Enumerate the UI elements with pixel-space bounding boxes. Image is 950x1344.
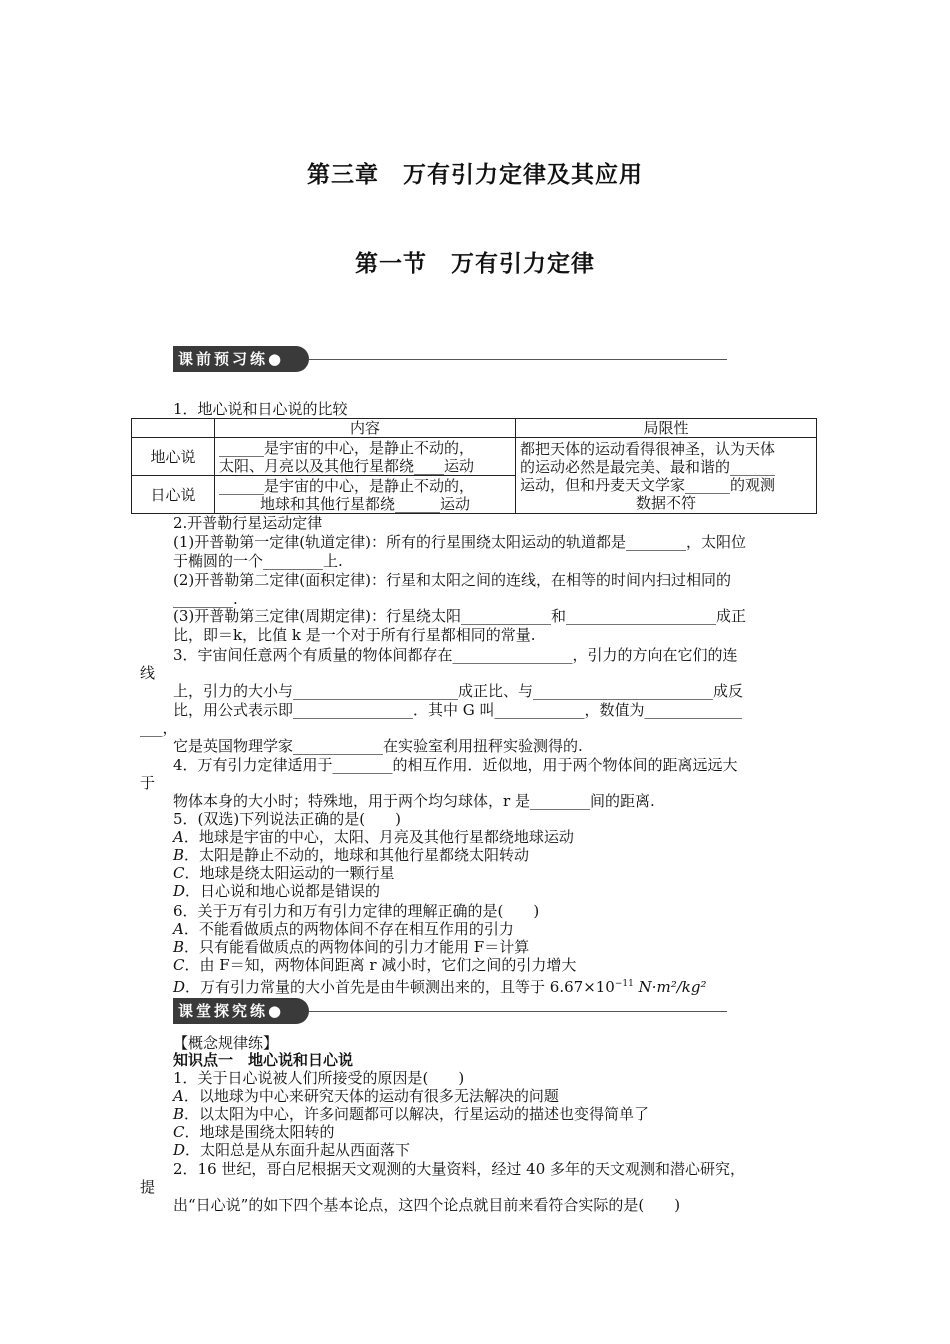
option-c: [173, 1123, 813, 1141]
question-5-stem: 5．(双选)下列说法正确的是( ): [173, 810, 401, 828]
hanging-char: 于: [140, 774, 156, 792]
question-3-line: 上，引力的大小与______________________成正比、与________________________成反: [173, 682, 744, 700]
option-letter: A: [173, 828, 184, 846]
text-line: 地球和其他行星都绕______运动: [259, 494, 470, 513]
text-line: ________.: [173, 590, 238, 608]
option-letter: B: [173, 846, 185, 864]
option-b: [173, 1105, 813, 1123]
question-2-title: 2.开普勒行星运动定律: [173, 514, 323, 532]
table-corner: [132, 419, 215, 438]
unit: N·m²/kg²: [633, 978, 707, 996]
question-1-title: 1．地心说和日心说的比较: [173, 400, 348, 418]
band-rule: [309, 1011, 727, 1012]
chapter-title: 第三章 万有引力定律及其应用: [307, 162, 643, 188]
option-letter: D: [173, 978, 186, 996]
text-line: 数据不符: [635, 493, 696, 512]
option-text: ．太阳总是从东面升起从西面落下: [185, 1141, 411, 1159]
practice-2-line: 出“日心说”的如下四个基本论点，这四个论点就目前来看符合实际的是( ): [173, 1196, 681, 1214]
practice-2-line: 2．16 世纪，哥白尼根据天文观测的大量资料，经过 40 多年的天文观测和潜心研究，: [173, 1160, 746, 1178]
practice-header: 【概念规律练】: [173, 1034, 279, 1052]
option-letter: A: [173, 920, 184, 938]
practice-1-stem: 1．关于日心说被人们所接受的原因是( ): [173, 1069, 465, 1087]
limitation-cell: [516, 438, 817, 514]
option-letter: C: [173, 1123, 185, 1141]
option-text: ．只有能看做质点的两物体间的引力才能用 F＝计算: [184, 938, 530, 956]
question-3-line: 它是英国物理学家____________在实验室利用扭秤实验测得的.: [173, 737, 583, 755]
option-text: ．以地球为中心来研究天体的运动有很多无法解决的问题: [183, 1087, 559, 1105]
option-letter: C: [173, 864, 185, 882]
question-3-line: 比，用公式表示即________________．其中 G 叫____________，数值为_____________: [173, 701, 743, 719]
option-letter: D: [173, 882, 186, 900]
text-line: 的运动必然是最完美、最和谐的______: [520, 457, 776, 476]
text-line: (3)开普勒第三定律(周期定律)：行星绕太阳____________和____________________成正: [173, 607, 746, 625]
text-line: (1)开普勒第一定律(轨道定律)：所有的行星围绕太阳运动的轨道都是________，太阳位: [173, 533, 746, 551]
option-d: [173, 1141, 813, 1159]
option-letter: C: [173, 956, 185, 974]
exponent: −11: [614, 979, 634, 989]
table-header-content: 内容: [215, 419, 516, 438]
option-text: ．不能看做质点的两物体间不存在相互作用的引力: [183, 920, 514, 938]
option-a: [173, 920, 813, 938]
option-text: ．由 F＝知，两物体间距离 r 减小时，它们之间的引力增大: [184, 956, 577, 974]
comparison-table: [131, 418, 817, 514]
band-label: 课前预习练●: [173, 346, 309, 372]
hanging-char: ___，: [140, 719, 178, 737]
question-6-stem: 6．关于万有引力和万有引力定律的理解正确的是( ): [173, 902, 540, 920]
text-line: (2)开普勒第二定律(面积定律)：行星和太阳之间的连线，在相等的时间内扫过相同的: [173, 571, 731, 589]
option-c: [173, 864, 813, 882]
option-text: ．以太阳为中心，许多问题都可以解决，行星运动的描述也变得简单了: [184, 1105, 650, 1123]
text-line: 比，即＝k，比值 k 是一个对于所有行星都相同的常量.: [173, 626, 536, 644]
band-label: 课堂探究练●: [173, 998, 309, 1024]
text-line: 太阳、月亮以及其他行星都绕____运动: [219, 456, 475, 475]
text-line: ______是宇宙的中心，是静止不动的，: [219, 438, 475, 457]
question-3-line: 3．宇宙间任意两个有质量的物体间都存在________________，引力的方向在它们的连: [173, 646, 738, 664]
section-title: 第一节 万有引力定律: [355, 251, 595, 277]
table-header-limit: 局限性: [516, 419, 817, 438]
option-letter: A: [173, 1087, 184, 1105]
text-line: ______是宇宙的中心，是静止不动的，: [219, 476, 475, 495]
question-4-line: 4．万有引力定律适用于________的相互作用．近似地，用于两个物体间的距离远远大: [173, 756, 738, 774]
option-text: ．地球是绕太阳运动的一颗行星: [184, 864, 395, 882]
hanging-char: 提: [140, 1178, 156, 1196]
row-label-geocentric: 地心说: [132, 438, 215, 476]
row-content-geocentric: [215, 438, 516, 476]
text-line: 都把天体的运动看得很神圣，认为天体: [520, 439, 776, 458]
option-text: ．万有引力常量的大小首先是由牛顿测出来的，且等于 6.67×10: [185, 978, 615, 996]
question-4-line: 物体本身的大小时；特殊地，用于两个均匀球体，r 是________间的距离.: [173, 792, 655, 810]
option-d: [173, 975, 813, 996]
knowledge-point-heading: 知识点一 地心说和日心说: [173, 1051, 354, 1069]
option-a: [173, 1087, 813, 1105]
option-text: ．太阳是静止不动的，地球和其他行星都绕太阳转动: [184, 846, 530, 864]
hanging-char: 线: [140, 664, 156, 682]
option-b: [173, 938, 813, 956]
option-text: ．地球是宇宙的中心，太阳、月亮及其他行星都绕地球运动: [183, 828, 574, 846]
row-label-heliocentric: 日心说: [132, 476, 215, 514]
option-a: [173, 828, 813, 846]
option-text: ．地球是围绕太阳转的: [184, 1123, 335, 1141]
option-text: ．日心说和地心说都是错误的: [185, 882, 381, 900]
row-content-heliocentric: [215, 476, 516, 514]
option-letter: B: [173, 1105, 185, 1123]
option-c: [173, 956, 813, 974]
option-letter: D: [173, 1141, 186, 1159]
option-b: [173, 846, 813, 864]
text-line: 于椭圆的一个________上.: [173, 552, 343, 570]
option-letter: B: [173, 938, 185, 956]
text-line: 运动，但和丹麦天文学家______的观测: [520, 475, 776, 494]
band-rule: [309, 359, 727, 360]
option-d: [173, 882, 813, 900]
